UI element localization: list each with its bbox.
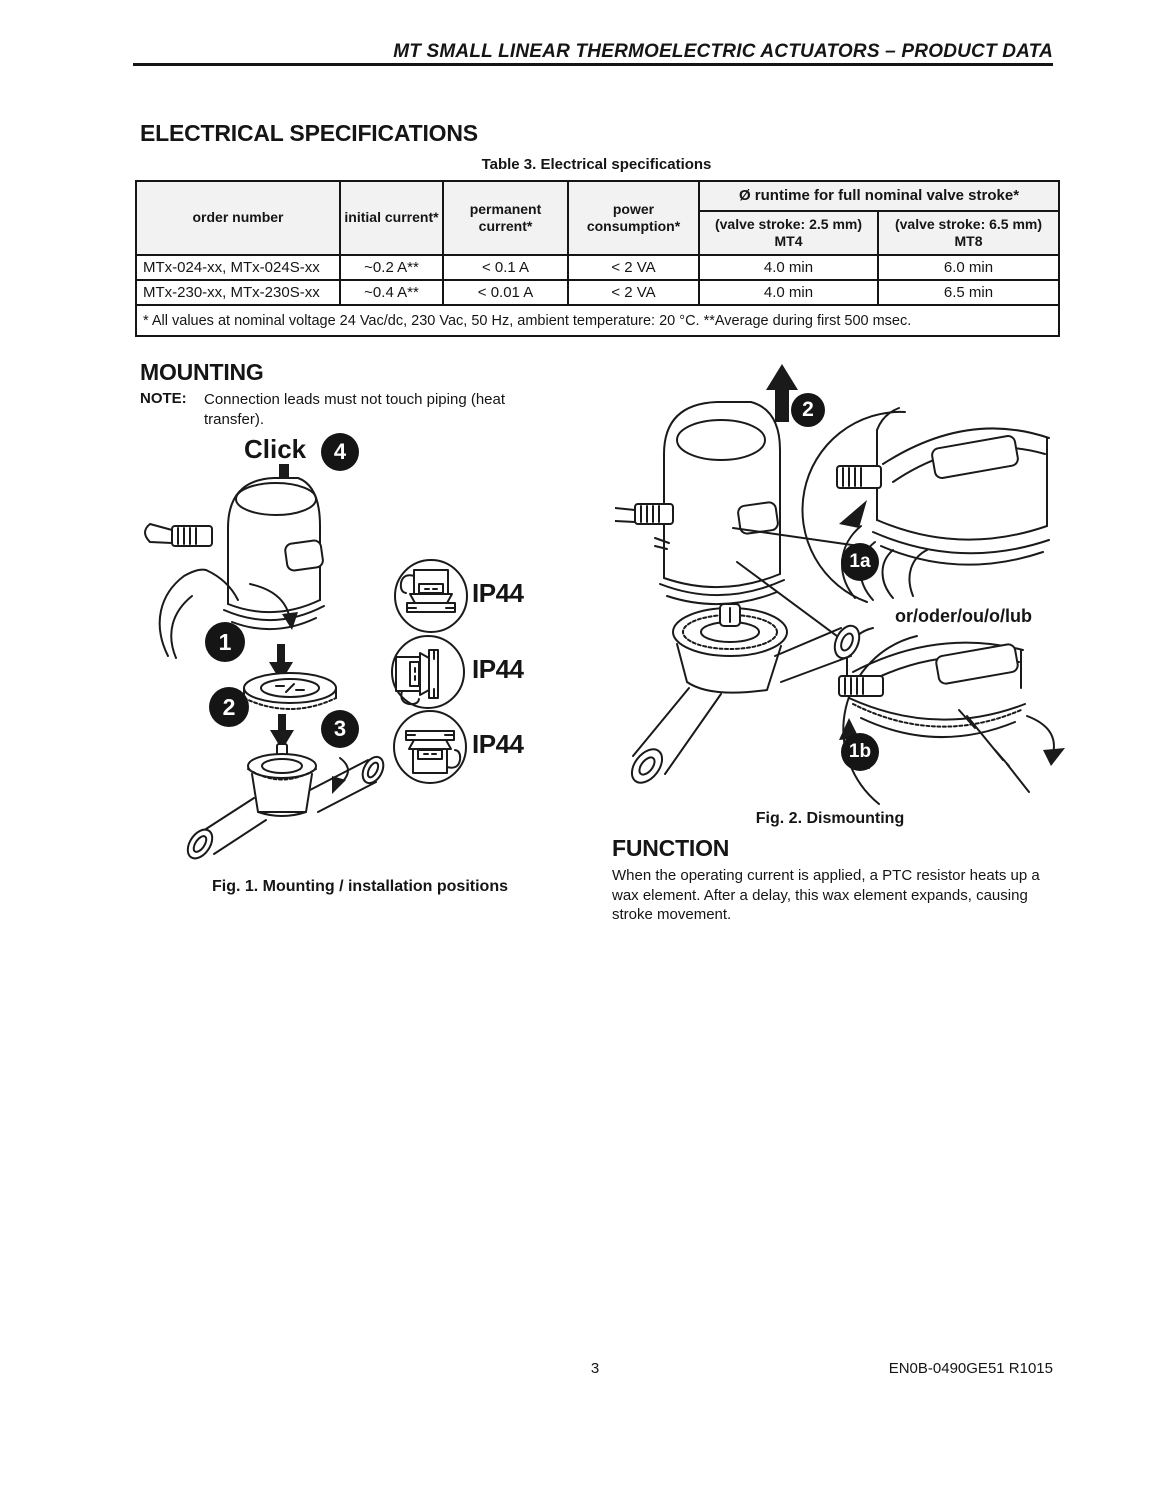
- mt4-stroke: (valve stroke: 2.5 mm): [714, 215, 863, 232]
- cell-permanent: < 0.01 A: [443, 280, 568, 305]
- ip44-rating-label: IP44: [472, 729, 524, 759]
- col-header-mt4: [699, 211, 878, 255]
- multilanguage-or-label: or/oder/ou/o/lub: [895, 606, 1032, 626]
- col-header-runtime-group: Ø runtime for full nominal valve stroke*: [699, 181, 1059, 211]
- col-header-permanent-current: permanent current*: [443, 181, 568, 255]
- ip44-rating-label: IP44: [472, 654, 524, 684]
- mt4-model: MT4: [774, 233, 803, 249]
- cell-order: MTx-230-xx, MTx-230S-xx: [136, 280, 340, 305]
- cell-order: MTx-024-xx, MTx-024S-xx: [136, 255, 340, 280]
- step-1b-badge: 1b: [841, 733, 879, 771]
- step-1-badge: 1: [205, 622, 245, 662]
- step-4-badge: 4: [321, 433, 359, 471]
- document-code: EN0B-0490GE51 R1015: [888, 1360, 1053, 1377]
- mounting-heading: MOUNTING: [140, 359, 264, 385]
- click-label: Click: [244, 434, 307, 464]
- function-body-text: When the operating current is applied, a PTC resistor heats up a wax element. After a delay, this wax element expands, causing stroke movement.: [612, 867, 1040, 923]
- col-header-mt8: [878, 211, 1059, 255]
- step-1a-badge: 1a: [841, 543, 879, 581]
- cell-mt8: 6.0 min: [878, 255, 1059, 280]
- cell-power: < 2 VA: [568, 255, 699, 280]
- note-label: NOTE:: [140, 390, 187, 407]
- step-2-badge: 2: [791, 393, 825, 427]
- mt8-stroke: (valve stroke: 6.5 mm): [894, 215, 1043, 232]
- page-number: 3: [590, 1360, 600, 1377]
- figure-2-dismounting: [615, 358, 1095, 836]
- ip44-rating-label: IP44: [472, 578, 524, 608]
- electrical-specifications-table: [135, 180, 1060, 337]
- function-heading: FUNCTION: [612, 835, 730, 861]
- table-row: [136, 255, 1059, 280]
- cell-mt4: 4.0 min: [699, 255, 878, 280]
- cell-initial: ~0.4 A**: [340, 280, 443, 305]
- figure-2-caption: Fig. 2. Dismounting: [755, 810, 905, 827]
- figure-1-mounting: [140, 428, 580, 900]
- cell-mt4: 4.0 min: [699, 280, 878, 305]
- cell-power: < 2 VA: [568, 280, 699, 305]
- step-2-badge: 2: [209, 687, 249, 727]
- table-footnote: * All values at nominal voltage 24 Vac/dc, 230 Vac, 50 Hz, ambient temperature: 20 °C. **Average during first 500 msec.: [136, 305, 1059, 336]
- mt8-model: MT8: [954, 233, 983, 249]
- cell-permanent: < 0.1 A: [443, 255, 568, 280]
- cell-mt8: 6.5 min: [878, 280, 1059, 305]
- electrical-specifications-heading: ELECTRICAL SPECIFICATIONS: [140, 120, 478, 146]
- document-title: MT SMALL LINEAR THERMOELECTRIC ACTUATORS – PRODUCT DATA: [393, 41, 1053, 62]
- col-header-initial-current: initial current*: [340, 181, 443, 255]
- note-text: Connection leads must not touch piping (heat transfer).: [204, 391, 506, 428]
- cell-initial: ~0.2 A**: [340, 255, 443, 280]
- table-row: [136, 280, 1059, 305]
- header-rule: [133, 63, 1053, 66]
- step-3-badge: 3: [321, 710, 359, 748]
- figure-1-caption: Fig. 1. Mounting / installation positions: [212, 878, 508, 895]
- col-header-order-number: order number: [136, 181, 340, 255]
- table-caption: Table 3. Electrical specifications: [481, 156, 712, 173]
- col-header-power-consumption: power consumption*: [568, 181, 699, 255]
